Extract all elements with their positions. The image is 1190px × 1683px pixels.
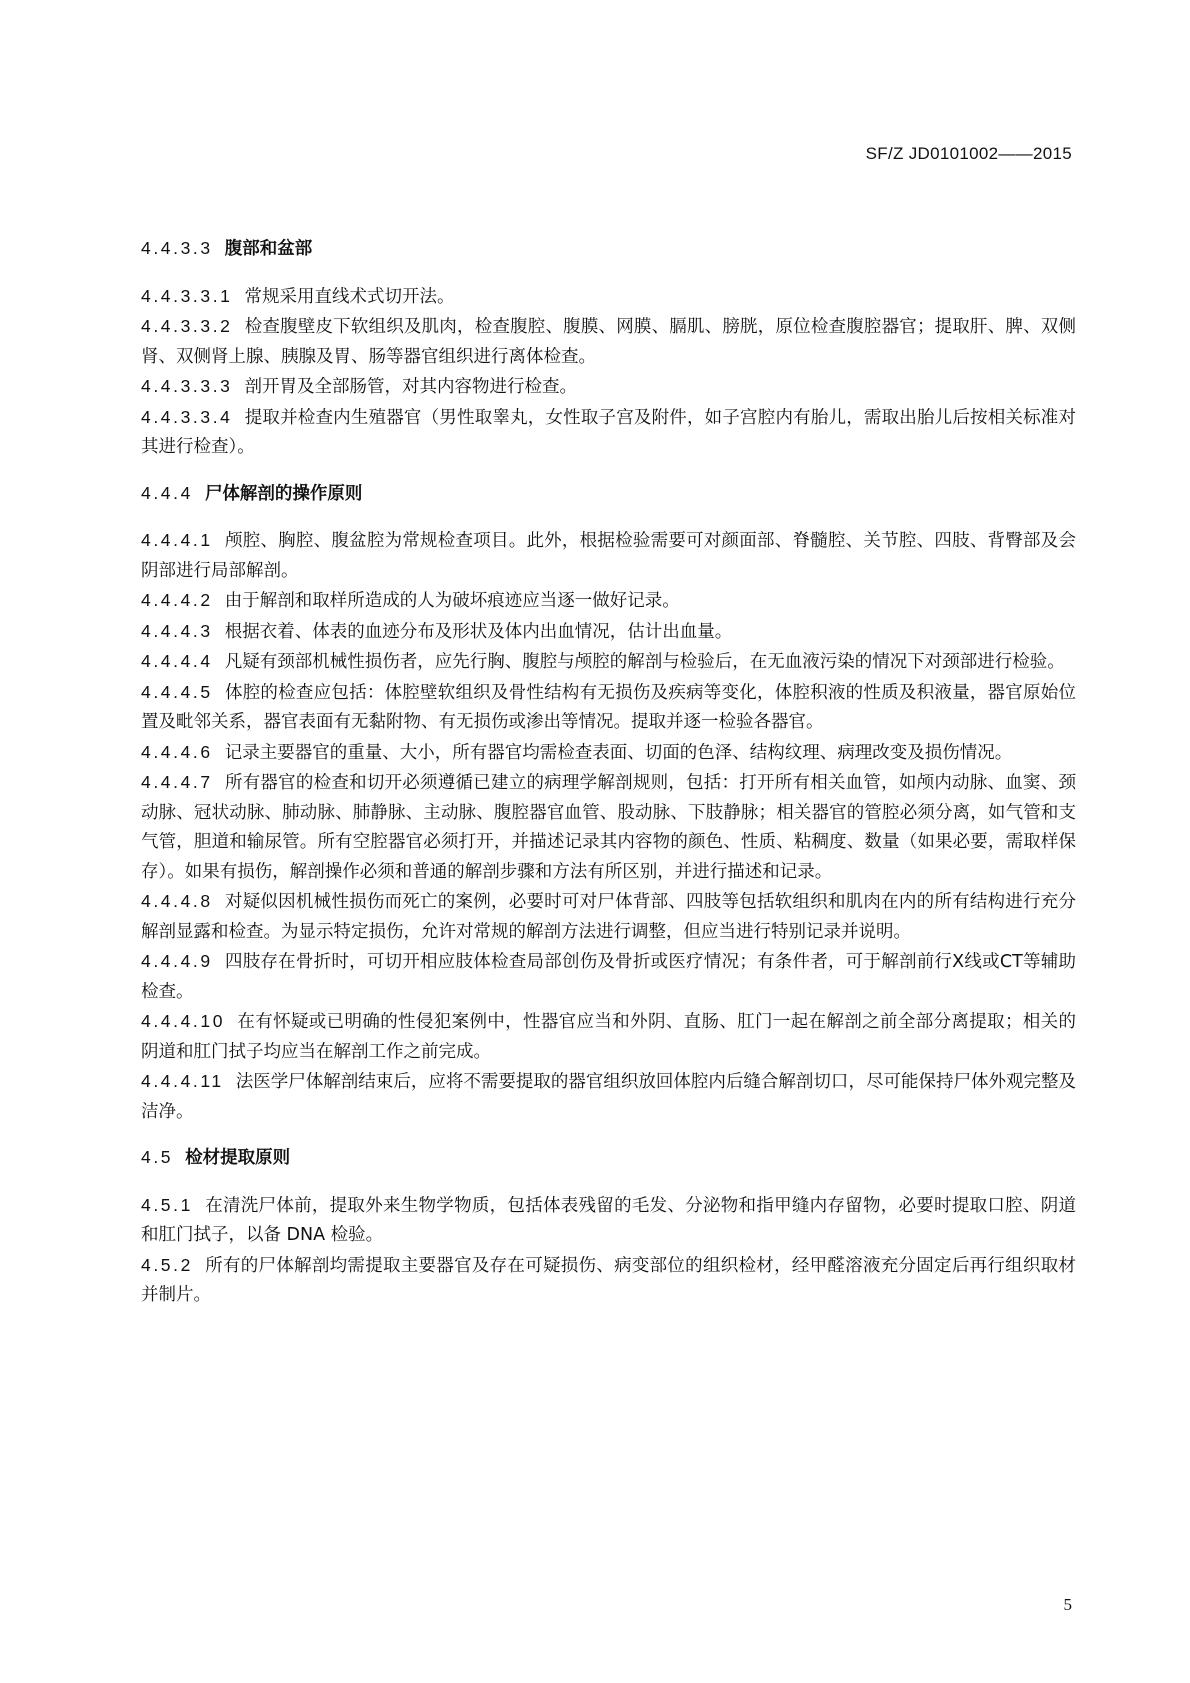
section-heading — [141, 1143, 1076, 1174]
clause-text: 提取并检查内生殖器官（男性取睾丸，女性取子宫及附件，如子宫腔内有胎儿，需取出胎儿后按相关标准对其进行检查）。 — [141, 407, 1076, 457]
document-code-header: SF/Z JD0101002——2015 — [865, 144, 1072, 163]
clause-number: 4.4.4.11 — [141, 1071, 224, 1091]
clause-paragraph — [141, 887, 1076, 947]
clause-text: 所有的尸体解剖均需提取主要器官及存在可疑损伤、病变部位的组织检材，经甲醛溶液充分固定后再行组织取材并制片。 — [141, 1255, 1076, 1305]
section-title: 检材提取原则 — [185, 1148, 291, 1168]
clause-text: 在有怀疑或已明确的性侵犯案例中，性器官应当和外阴、直肠、肛门一起在解剖之前全部分离提取；相关的阴道和肛门拭子均应当在解剖工作之前完成。 — [141, 1012, 1076, 1062]
clause-number: 4.4.4.6 — [141, 741, 213, 762]
clause-text: 检查腹壁皮下软组织及肌肉，检查腹腔、腹膜、网膜、膈肌、膀胱，原位检查腹腔器官；提取肝、脾、双侧肾、双侧肾上腺、胰腺及胃、肠等器官组织进行离体检查。 — [141, 317, 1076, 367]
clause-number: 4.4.4.10 — [141, 1011, 226, 1031]
clause-number: 4.4.4.4 — [141, 651, 213, 671]
clause-paragraph — [141, 768, 1076, 887]
clause-text: 剖开胃及全部肠管，对其内容物进行检查。 — [244, 377, 578, 397]
clause-text: 由于解剖和取样所造成的人为破坏痕迹应当逐一做好记录。 — [224, 591, 680, 611]
clause-number: 4.4.3.3.1 — [141, 285, 233, 306]
clause-number: 4.4.4.1 — [141, 530, 213, 550]
clause-text: 根据衣着、体表的血迹分布及形状及体内出血情况，估计出血量。 — [224, 621, 733, 642]
clause-paragraph — [141, 526, 1076, 586]
section-number: 4.4.4 — [141, 482, 193, 503]
clause-text: 常规采用直线术式切开法。 — [244, 286, 455, 307]
clause-paragraph — [141, 586, 1076, 617]
clause-number: 4.4.4.5 — [141, 681, 213, 702]
clause-text: 法医学尸体解剖结束后，应将不需要提取的器官组织放回体腔内后缝合解剖切口，尽可能保持尸体外观完整及洁净。 — [141, 1072, 1076, 1122]
clause-paragraph — [141, 282, 1076, 313]
clause-text: 在清洗尸体前，提取外来生物学物质，包括体表残留的毛发、分泌物和指甲缝内存留物，必要时提取口腔、阴道和肛门拭子，以备 DNA 检验。 — [141, 1195, 1076, 1245]
section-number: 4.4.3.3 — [141, 238, 213, 258]
clause-text: 凡疑有颈部机械性损伤者，应先行胸、腹腔与颅腔的解剖与检验后，在无血液污染的情况下对颈部进行检验。 — [224, 652, 1065, 672]
clause-paragraph — [141, 617, 1076, 648]
clause-paragraph — [141, 947, 1076, 1007]
clause-number: 4.4.3.3.2 — [141, 316, 233, 336]
clause-number: 4.5.1 — [141, 1194, 193, 1215]
section-title: 尸体解剖的操作原则 — [204, 483, 363, 504]
clause-number: 4.4.4.3 — [141, 620, 213, 641]
clause-number: 4.4.4.7 — [141, 772, 213, 792]
clause-paragraph — [141, 312, 1076, 372]
clause-text: 记录主要器官的重量、大小，所有器官均需检查表面、切面的色泽、结构纹理、病理改变及损伤情况。 — [224, 742, 1013, 763]
clause-paragraph — [141, 1191, 1076, 1251]
clause-text: 体腔的检查应包括：体腔壁软组织及骨性结构有无损伤及疾病等变化，体腔积液的性质及积液量，器官原始位置及毗邻关系，器官表面有无黏附物、有无损伤或渗出等情况。提取并逐一检验各器官。 — [141, 682, 1076, 732]
clause-paragraph — [141, 372, 1076, 403]
clause-paragraph — [141, 1007, 1076, 1067]
clause-paragraph — [141, 738, 1076, 769]
section-number: 4.5 — [141, 1147, 174, 1167]
page-number: 5 — [1063, 1595, 1072, 1614]
clause-text: 所有器官的检查和切开必须遵循已建立的病理学解剖规则，包括：打开所有相关血管，如颅内动脉、血窦、颈动脉、冠状动脉、肺动脉、肺静脉、主动脉、腹腔器官血管、股动脉、下肢静脉；相关器官的管腔必须分离，如气管和支气管，胆道和输尿管。所有空腔器官必须打开，并描述记录其内容物的颜色、性质、粘稠度、数量（如果必要，需取样保存）。如果有损伤，解剖操作必须和普通的解剖步骤和方法有所区别，并进行描述和记录。 — [141, 773, 1076, 882]
clause-paragraph — [141, 403, 1076, 463]
clause-number: 4.5.2 — [141, 1254, 193, 1275]
clause-text: 颅腔、胸腔、腹盆腔为常规检查项目。此外，根据检验需要可对颜面部、脊髓腔、关节腔、四肢、背臀部及会阴部进行局部解剖。 — [141, 531, 1076, 581]
clause-paragraph — [141, 647, 1076, 678]
clause-number: 4.4.4.9 — [141, 951, 213, 971]
section-title: 腹部和盆部 — [224, 239, 313, 259]
clause-text: 四肢存在骨折时，可切开相应肢体检查局部创伤及骨折或医疗情况；有条件者，可于解剖前行X线或CT等辅助检查。 — [141, 952, 1076, 1002]
clause-text: 对疑似因机械性损伤而死亡的案例，必要时可对尸体背部、四肢等包括软组织和肌肉在内的所有结构进行充分解剖显露和检查。为显示特定损伤，允许对常规的解剖方法进行调整，但应当进行特别记录并说明。 — [141, 892, 1076, 942]
clause-paragraph — [141, 1067, 1076, 1127]
clause-number: 4.4.4.2 — [141, 590, 213, 610]
clause-paragraph — [141, 678, 1076, 738]
clause-number: 4.4.3.3.3 — [141, 376, 233, 396]
section-heading — [141, 234, 1076, 265]
clause-paragraph — [141, 1251, 1076, 1311]
section-heading — [141, 479, 1076, 510]
clause-number: 4.4.3.3.4 — [141, 406, 233, 427]
clause-number: 4.4.4.8 — [141, 891, 213, 911]
document-body — [141, 234, 1076, 1311]
